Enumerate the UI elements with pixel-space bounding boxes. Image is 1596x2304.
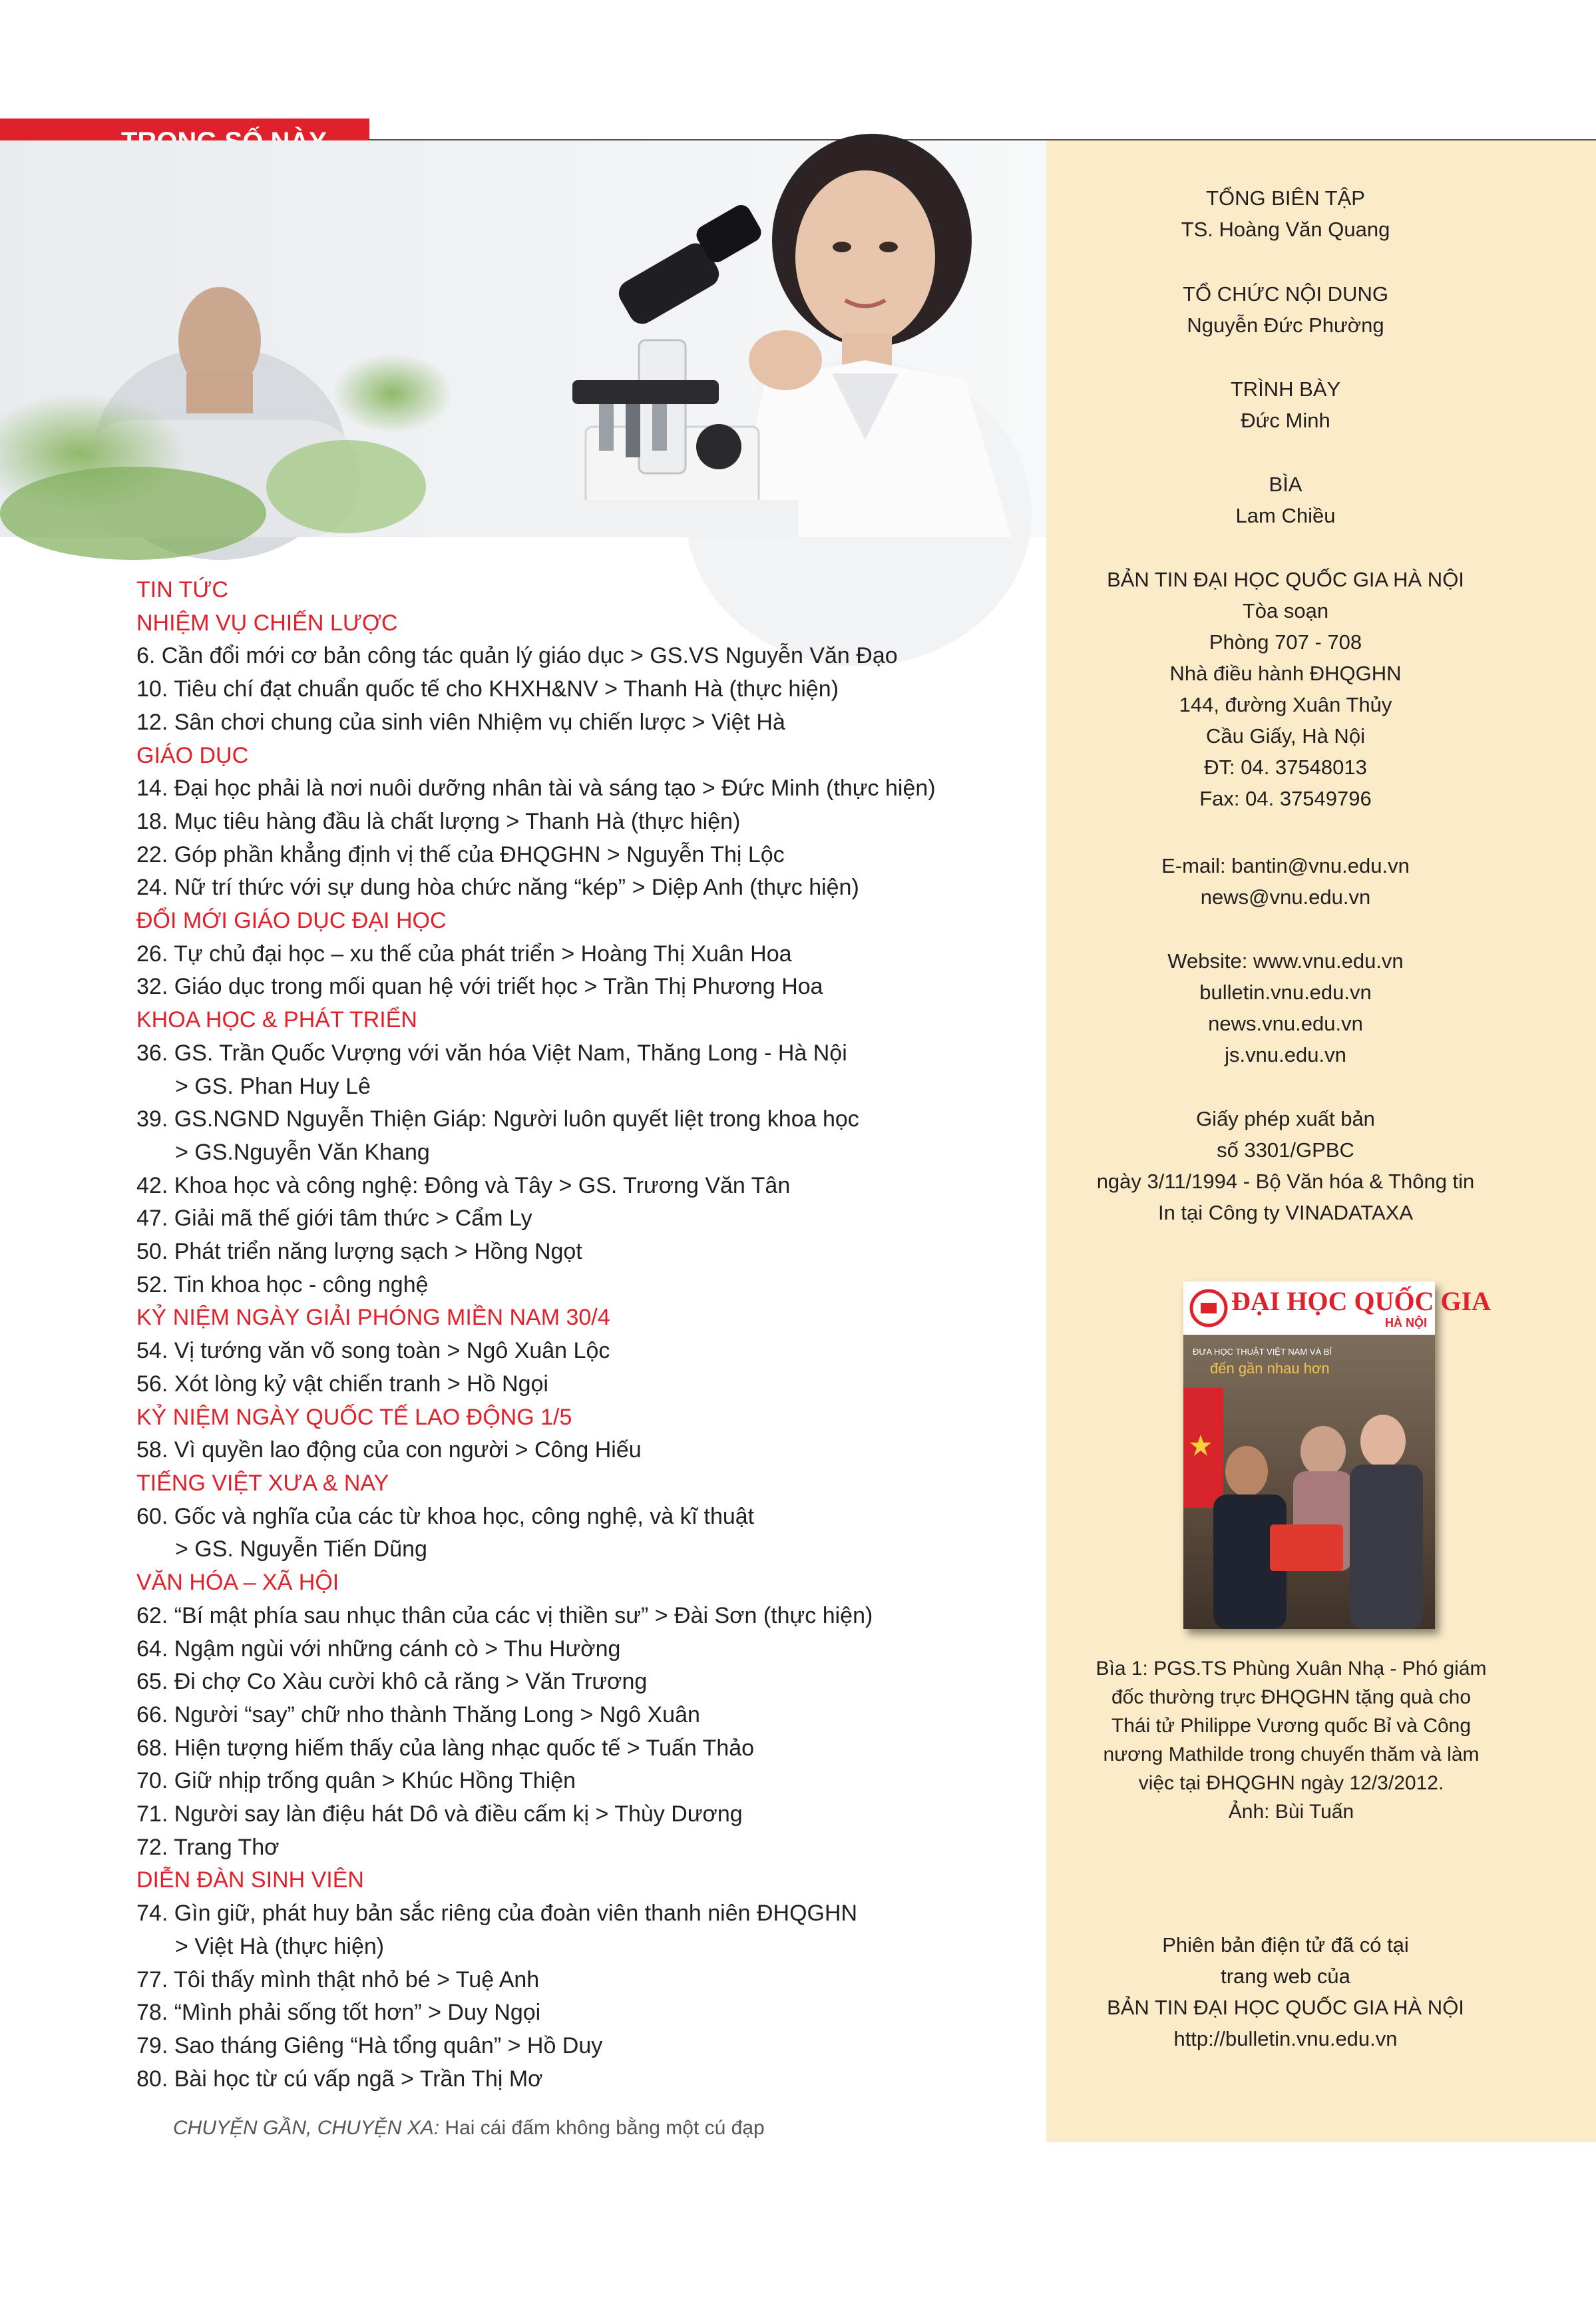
- photo-credit: Ảnh: Bùi Tuấn: [1228, 1801, 1354, 1823]
- toc-item[interactable]: 14. Đại học phải là nơi nuôi dưỡng nhân tài và sáng tạo > Đức Minh (thực hiện): [136, 776, 936, 802]
- office-info: [1046, 564, 1525, 814]
- cover-caption: [1072, 1654, 1511, 1826]
- website-info: [1046, 945, 1525, 1070]
- online-note: [1046, 1929, 1525, 2054]
- toc-item[interactable]: 18. Mục tiêu hàng đầu là chất lượng > Thanh Hà (thực hiện): [136, 808, 741, 834]
- toc-section-heading: KỶ NIỆM NGÀY GIẢI PHÓNG MIỀN NAM 30/4: [136, 1305, 610, 1331]
- toc-item[interactable]: 80. Bài học từ cú vấp ngã > Trần Thị Mơ: [136, 2066, 543, 2092]
- license-line: ngày 3/11/1994 - Bộ Văn hóa & Thông tin: [1096, 1170, 1475, 1193]
- editor-in-chief-title: TỔNG BIÊN TẬP: [1206, 186, 1365, 210]
- toc-section-heading: GIÁO DỤC: [136, 742, 249, 768]
- content-org-title: TỔ CHỨC NỘI DUNG: [1183, 282, 1388, 306]
- toc-item[interactable]: 6. Cần đổi mới cơ bản công tác quản lý giáo dục > GS.VS Nguyễn Văn Đạo: [136, 643, 898, 669]
- toc-item[interactable]: 68. Hiện tượng hiếm thấy của làng nhạc quốc tế > Tuấn Thảo: [136, 1735, 755, 1761]
- cover-masthead-title: ĐẠI HỌC QUỐC GIA: [1231, 1286, 1492, 1316]
- caption-line: Bìa 1: PGS.TS Phùng Xuân Nhạ - Phó giám: [1096, 1658, 1487, 1680]
- fax-line: Fax: 04. 37549796: [1199, 787, 1372, 810]
- toc-item[interactable]: 32. Giáo dục trong mối quan hệ với triết học > Trần Thị Phương Hoa: [136, 974, 823, 1000]
- office-line: Tòa soạn: [1242, 599, 1329, 622]
- toc-item[interactable]: 74. Gìn giữ, phát huy bản sắc riêng của đoàn viên thanh niên ĐHQGHN: [136, 1901, 858, 1927]
- toc-item[interactable]: 71. Người say làn điệu hát Dô và điều cấm kị > Thùy Dương: [136, 1801, 743, 1827]
- toc-item[interactable]: 72. Trang Thơ: [136, 1834, 280, 1860]
- toc-item[interactable]: 52. Tin khoa học - công nghệ: [136, 1271, 429, 1297]
- footer-note-label: CHUYỆN GẦN, CHUYỆN XA:: [173, 2117, 440, 2139]
- license-info: [1046, 1103, 1525, 1228]
- toc-item[interactable]: 36. GS. Trần Quốc Vượng với văn hóa Việt Nam, Thăng Long - Hà Nội: [136, 1040, 847, 1066]
- caption-line: nương Mathilde trong chuyến thăm và làm: [1103, 1743, 1480, 1765]
- website-link[interactable]: js.vnu.edu.vn: [1225, 1043, 1346, 1066]
- toc-item[interactable]: 78. “Mình phải sống tốt hơn” > Duy Ngọi: [136, 2000, 541, 2026]
- toc-item[interactable]: 56. Xót lòng kỷ vật chiến tranh > Hồ Ngọi: [136, 1371, 548, 1397]
- cover-headline-small: ĐƯA HỌC THUẬT VIỆT NAM VÀ BỈ: [1193, 1347, 1332, 1357]
- phone-line: ĐT: 04. 37548013: [1204, 756, 1367, 779]
- toc-section-heading: DIỄN ĐÀN SINH VIÊN: [136, 1867, 364, 1893]
- email-link[interactable]: E-mail: bantin@vnu.edu.vn: [1161, 854, 1410, 877]
- toc-section-heading: TIN TỨC: [136, 577, 228, 602]
- toc-item[interactable]: 24. Nữ trí thức với sự dung hòa chức năng “kép” > Diệp Anh (thực hiện): [136, 875, 859, 901]
- toc-item[interactable]: 77. Tôi thấy mình thật nhỏ bé > Tuệ Anh: [136, 1966, 540, 1992]
- office-line: 144, đường Xuân Thủy: [1179, 693, 1392, 716]
- toc-section-heading: TIẾNG VIỆT XƯA & NAY: [136, 1470, 389, 1496]
- toc-item[interactable]: 39. GS.NGND Nguyễn Thiện Giáp: Người luôn quyết liệt trong khoa học: [136, 1106, 859, 1132]
- cover-people-illustration: [1183, 1335, 1435, 1629]
- footer-note: [173, 2117, 765, 2140]
- office-line: Cầu Giấy, Hà Nội: [1206, 724, 1365, 748]
- license-line: In tại Công ty VINADATAXA: [1157, 1201, 1414, 1224]
- table-of-contents: [136, 574, 1028, 2096]
- hero-photo: [0, 140, 1046, 537]
- caption-line: Thái tử Philippe Vương quốc Bỉ và Công: [1111, 1715, 1472, 1737]
- toc-section-heading: KHOA HỌC & PHÁT TRIỂN: [136, 1007, 417, 1033]
- toc-section-heading: VĂN HÓA – XÃ HỘI: [136, 1570, 339, 1596]
- toc-item[interactable]: 54. Vị tướng văn võ song toàn > Ngô Xuân Lộc: [136, 1338, 610, 1364]
- toc-item[interactable]: 22. Góp phần khẳng định vị thế của ĐHQGHN > Nguyễn Thị Lộc: [136, 841, 785, 867]
- cover-credit: [1046, 469, 1525, 531]
- toc-item[interactable]: 42. Khoa học và công nghệ: Đông và Tây > GS. Trương Văn Tân: [136, 1172, 791, 1198]
- toc-section-heading: NHIỆM VỤ CHIẾN LƯỢC: [136, 610, 398, 636]
- website-link[interactable]: Website: www.vnu.edu.vn: [1167, 949, 1404, 973]
- editor-in-chief-name: TS. Hoàng Văn Quang: [1181, 218, 1390, 241]
- toc-item[interactable]: 62. “Bí mật phía sau nhục thân của các vị thiền sư” > Đài Sơn (thực hiện): [136, 1602, 873, 1628]
- cover-headline-big: đến gần nhau hơn: [1210, 1360, 1330, 1377]
- cover-name: Lam Chiều: [1235, 504, 1336, 527]
- online-note-link[interactable]: http://bulletin.vnu.edu.vn: [1173, 2027, 1398, 2050]
- content-org-name: Nguyễn Đức Phường: [1187, 314, 1384, 337]
- toc-item[interactable]: 12. Sân chơi chung của sinh viên Nhiệm vụ chiến lược > Việt Hà: [136, 709, 785, 735]
- office-line: Phòng 707 - 708: [1209, 630, 1362, 654]
- magazine-cover: [1183, 1281, 1492, 1629]
- content-org: [1046, 278, 1525, 341]
- layout-title: TRÌNH BÀY: [1230, 377, 1341, 401]
- editor-in-chief: [1046, 182, 1525, 245]
- layout-credit: [1046, 373, 1525, 436]
- online-note-line: Phiên bản điện tử đã có tại: [1162, 1933, 1409, 1957]
- toc-item[interactable]: 65. Đi chợ Co Xàu cười khô cả răng > Văn Trương: [136, 1669, 648, 1695]
- layout-name: Đức Minh: [1241, 409, 1330, 432]
- toc-item-continuation[interactable]: > GS.Nguyễn Văn Khang: [175, 1139, 430, 1165]
- toc-item[interactable]: 50. Phát triển năng lượng sạch > Hồng Ngọt: [136, 1239, 582, 1265]
- toc-item-continuation[interactable]: > GS. Phan Huy Lê: [175, 1073, 371, 1099]
- toc-item[interactable]: 60. Gốc và nghĩa của các từ khoa học, công nghệ, và kĩ thuật: [136, 1503, 755, 1529]
- office-line: Nhà điều hành ĐHQGHN: [1169, 662, 1402, 685]
- toc-section-heading: ĐỔI MỚI GIÁO DỤC ĐẠI HỌC: [136, 908, 447, 934]
- toc-item[interactable]: 10. Tiêu chí đạt chuẩn quốc tế cho KHXH&NV > Thanh Hà (thực hiện): [136, 676, 839, 702]
- toc-item[interactable]: 79. Sao tháng Giêng “Hà tổng quân” > Hồ Duy: [136, 2032, 603, 2058]
- license-line: số 3301/GPBC: [1217, 1138, 1354, 1162]
- website-link[interactable]: news.vnu.edu.vn: [1208, 1012, 1363, 1035]
- scientist-microscope-photo: [0, 140, 1046, 537]
- toc-section-heading: KỶ NIỆM NGÀY QUỐC TẾ LAO ĐỘNG 1/5: [136, 1404, 572, 1430]
- publication-name: BẢN TIN ĐẠI HỌC QUỐC GIA HÀ NỘI: [1107, 568, 1464, 591]
- toc-item-continuation[interactable]: > Việt Hà (thực hiện): [175, 1933, 385, 1959]
- toc-item[interactable]: 66. Người “say” chữ nho thành Thăng Long > Ngô Xuân: [136, 1702, 700, 1728]
- license-line: Giấy phép xuất bản: [1196, 1107, 1375, 1130]
- cover-masthead: [1183, 1281, 1492, 1335]
- toc-item[interactable]: 26. Tự chủ đại học – xu thế của phát triển > Hoàng Thị Xuân Hoa: [136, 941, 792, 967]
- email-info: [1046, 850, 1525, 913]
- cover-masthead-sub: HÀ NỘI: [1385, 1316, 1427, 1329]
- toc-item-continuation[interactable]: > GS. Nguyễn Tiến Dũng: [175, 1536, 427, 1562]
- online-note-line: BẢN TIN ĐẠI HỌC QUỐC GIA HÀ NỘI: [1107, 1996, 1464, 2019]
- caption-line: đốc thường trực ĐHQGHN tặng quà cho: [1111, 1686, 1472, 1708]
- toc-item[interactable]: 64. Ngậm ngùi với những cánh cò > Thu Hường: [136, 1636, 621, 1662]
- online-note-line: trang web của: [1221, 1964, 1350, 1988]
- cover-title: BÌA: [1269, 473, 1302, 496]
- toc-item[interactable]: 58. Vì quyền lao động của con người > Công Hiếu: [136, 1437, 642, 1463]
- masthead-sidebar: [1046, 140, 1596, 2142]
- toc-item[interactable]: 47. Giải mã thế giới tâm thức > Cẩm Ly: [136, 1206, 532, 1232]
- university-logo-icon: [1189, 1288, 1229, 1328]
- email-link[interactable]: news@vnu.edu.vn: [1200, 885, 1371, 909]
- footer-note-text: Hai cái đấm không bằng một cú đạp: [445, 2117, 765, 2139]
- toc-item[interactable]: 70. Giữ nhịp trống quân > Khúc Hồng Thiện: [136, 1768, 576, 1794]
- caption-line: việc tại ĐHQGHN ngày 12/3/2012.: [1138, 1772, 1444, 1794]
- cover-photo: [1183, 1335, 1435, 1629]
- website-link[interactable]: bulletin.vnu.edu.vn: [1199, 981, 1372, 1004]
